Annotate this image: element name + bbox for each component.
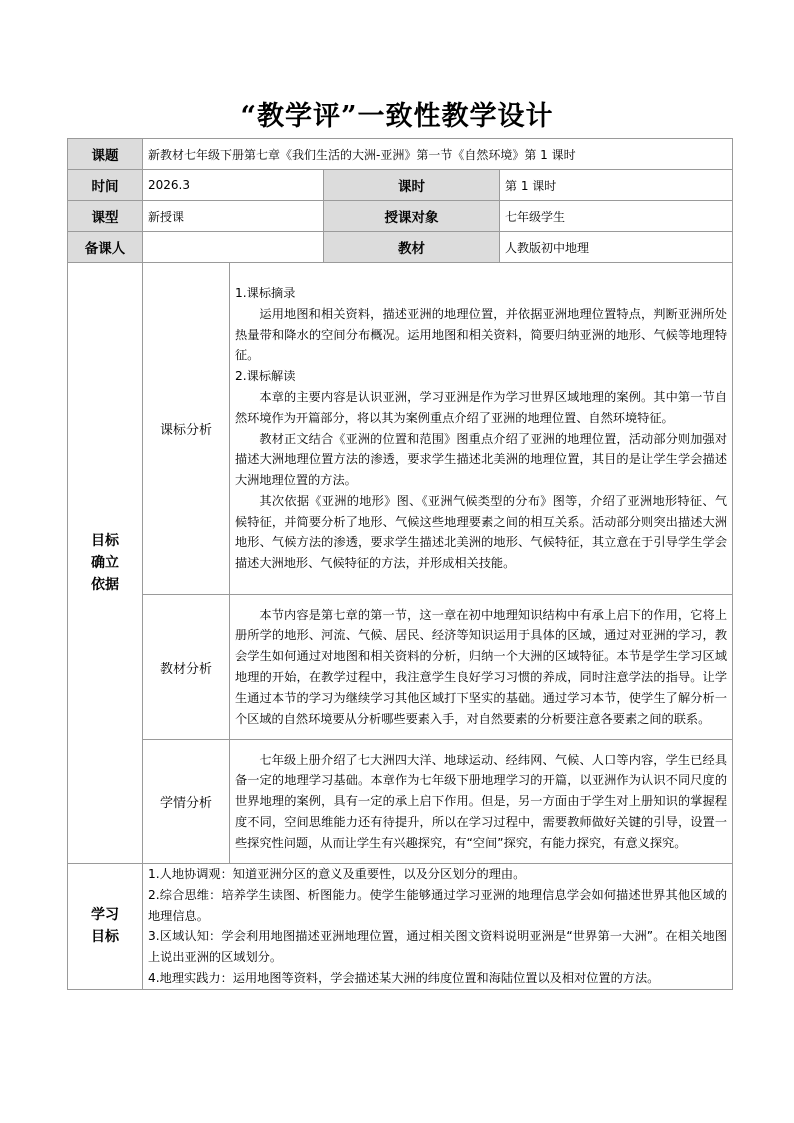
type-value: 新授课: [143, 201, 324, 232]
time-row: [68, 170, 733, 201]
paragraph: 七年级上册介绍了七大洲四大洋、地球运动、经纬网、气候、人口等内容，学生已经具备一定的地理学习基础。本章作为七年级下册地理学习的开篇，以亚洲作为认识不同尺度的世界地理的案例，具有一定的承上启下作用。但是，另一方面由于学生对上册知识的掌握程度不同，空间思维能力还有待提升，所以在学习过程中，需要教师做好关键的引导，设置一些探究性问题，从而让学生有兴趣探究，有“空间”探究，有能力探究，有意义探究。: [235, 752, 728, 850]
type-row: [68, 201, 733, 232]
time-label: 时间: [68, 170, 143, 201]
audience-value: 七年级学生: [500, 201, 733, 232]
goals-label-line: 学习: [91, 907, 119, 924]
paragraph: 本节内容是第七章的第一节，这一章在初中地理知识结构中有承上启下的作用，它将上册所学的地形、河流、气候、居民、经济等知识运用于具体的区域，通过对亚洲的学习，教会学生如何通过对地图和相关资料的分析，归纳一个大洲的区域特征。本节是学生学习区域地理的开始，在教学过程中，我注意学生良好学习习惯的养成，同时注意学法的指导。让学生通过本节的学习为继续学习其他区域打下坚实的基础。通过学习本节，使学生了解分析一个区域的自然环境要从分析哪些要素入手，对自然要素的分析要注意各要素之间的联系。: [235, 607, 728, 726]
time-value: 2026.3: [143, 170, 324, 201]
paragraph: 运用地图和相关资料，描述亚洲的地理位置，并依据亚洲地理位置特点，判断亚洲所处热量带和降水的空间分布概况。运用地图和相关资料，简要归纳亚洲的地形、气候等地理特征。: [235, 306, 728, 363]
paragraph: 本章的主要内容是认识亚洲，学习亚洲是作为学习世界区域地理的案例。其中第一节自然环境作为开篇部分，将以其为案例重点介绍了亚洲的地理位置、自然环境特征。: [235, 389, 728, 425]
standard-analysis-label: 课标分析: [143, 263, 230, 595]
preparer-value: [143, 232, 324, 263]
topic-row: [68, 139, 733, 170]
lesson-plan-table: [67, 138, 733, 990]
document-title: “教学评”一致性教学设计: [240, 101, 554, 132]
period-value: 第 1 课时: [500, 170, 733, 201]
textbook-analysis-label: 教材分析: [143, 595, 230, 740]
goals-label: [68, 864, 143, 990]
audience-label: 授课对象: [324, 201, 500, 232]
topic-label: 课题: [68, 139, 143, 170]
goals-content: [143, 864, 733, 990]
textbook-label: 教材: [324, 232, 500, 263]
preparer-label: 备课人: [68, 232, 143, 263]
basis-label: [68, 263, 143, 864]
basis-label-line: 确立: [91, 555, 119, 571]
paragraph: 教材正文结合《亚洲的位置和范围》图重点介绍了亚洲的地理位置，活动部分则加强对描述大洲地理位置方法的渗透，要求学生描述北美洲的地理位置，其目的是让学生学会描述大洲地理位置的方法。: [235, 431, 728, 488]
textbook-analysis-content: [230, 595, 733, 740]
period-label: 课时: [324, 170, 500, 201]
basis-label-line: 目标: [91, 533, 119, 549]
goal-item: 2.综合思维：培养学生读图、析图能力。使学生能够通过学习亚洲的地理信息学会如何描述世界其他区域的地理信息。: [148, 887, 728, 923]
goals-label-line: 目标: [91, 929, 119, 946]
goal-item: 3.区域认知：学会利用地图描述亚洲地理位置，通过相关图文资料说明亚洲是“世界第一大洲”。在相关地图上说出亚洲的区域划分。: [148, 929, 728, 965]
learner-analysis-content: [230, 740, 733, 864]
standard-analysis-row: [68, 263, 733, 595]
textbook-value: 人教版初中地理: [500, 232, 733, 263]
topic-value: 新教材七年级下册第七章《我们生活的大洲-亚洲》第一节《自然环境》第 1 课时: [143, 139, 733, 170]
paragraph: 2.课标解读: [235, 369, 296, 384]
learner-analysis-label: 学情分析: [143, 740, 230, 864]
type-label: 课型: [68, 201, 143, 232]
paragraph: 其次依据《亚洲的地形》图、《亚洲气候类型的分布》图等，介绍了亚洲地形特征、气候特征，并简要分析了地形、气候这些地理要素之间的相互关系。活动部分则突出描述大洲地形、气候方法的渗透，要求学生描述北美洲的地形、气候特征，其立意在于引导学生学会描述大洲地形、气候特征的方法，并形成相关技能。: [235, 493, 728, 571]
paragraph: 1.课标摘录: [235, 285, 296, 300]
preparer-row: [68, 232, 733, 263]
basis-label-line: 依据: [91, 577, 119, 593]
learner-analysis-row: [68, 740, 733, 864]
goal-item: 4.地理实践力：运用地图等资料，学会描述某大洲的纬度位置和海陆位置以及相对位置的方法。: [148, 970, 660, 985]
goal-item: 1.人地协调观：知道亚洲分区的意义及重要性，以及分区划分的理由。: [148, 867, 526, 881]
goals-row: [68, 864, 733, 990]
standard-analysis-content: [230, 263, 733, 595]
textbook-analysis-row: [68, 595, 733, 740]
